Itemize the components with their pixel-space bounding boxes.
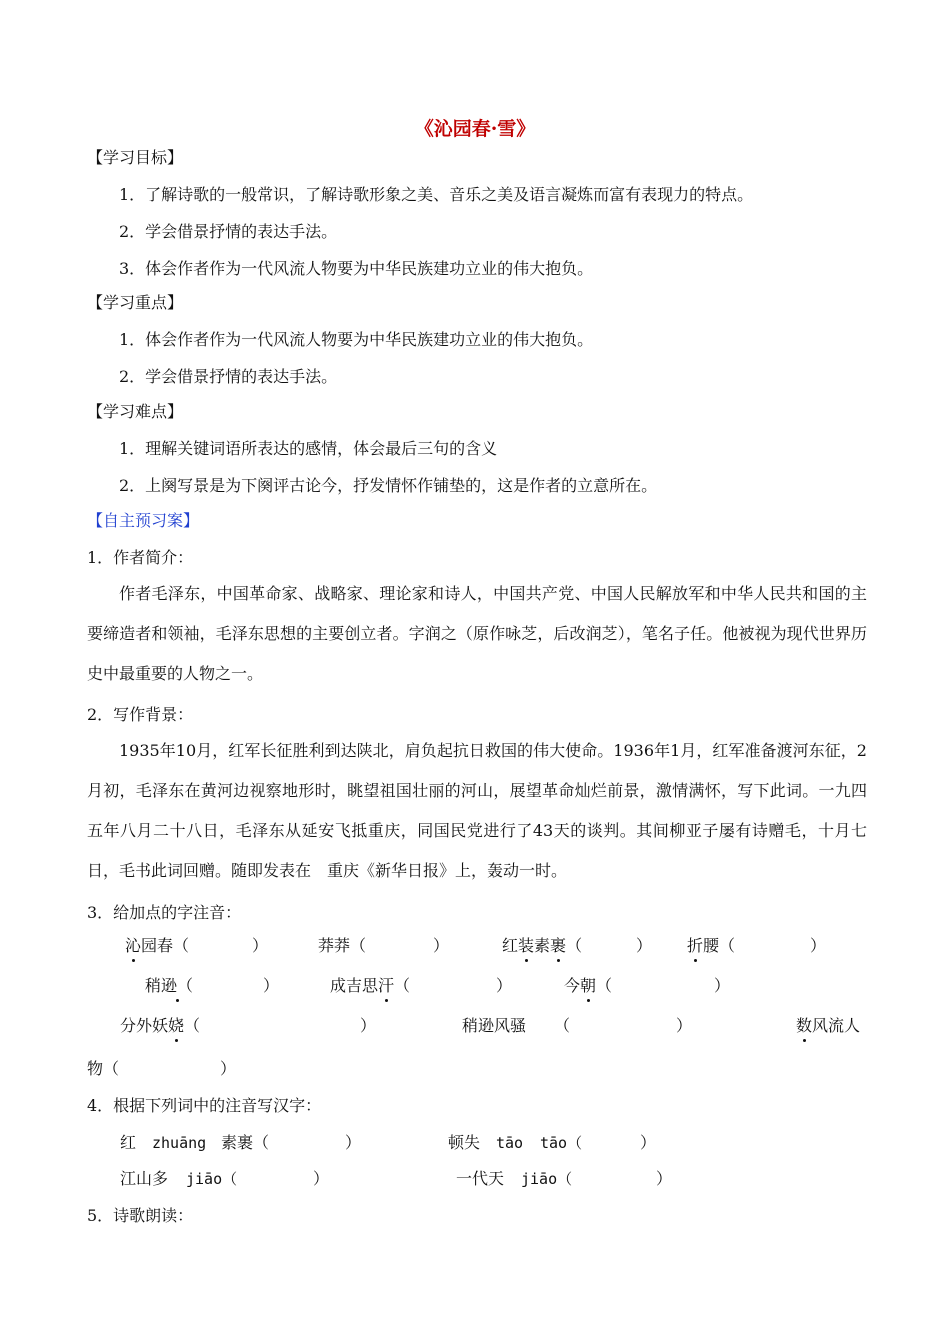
pinyin-text: jiāo（ — [521, 1170, 573, 1188]
pinyin-text: tāo — [496, 1134, 524, 1152]
answer-blank-close: ） — [433, 936, 450, 955]
answer-blank-close: ） — [252, 936, 269, 955]
hanzi-item: 顿失 — [448, 1133, 481, 1152]
dotted-char: 折 — [687, 936, 704, 955]
answer-blank-close: ） — [656, 1169, 673, 1188]
difficulties-heading: 【学习难点】 — [87, 402, 184, 421]
dotted-char: 汗 — [378, 976, 395, 995]
answer-blank-close: ） — [810, 936, 827, 955]
answer-blank-close: ） — [313, 1169, 330, 1188]
author-paragraph: 作者毛泽东，中国革命家、战略家、理论家和诗人，中国共产党、中国人民解放军和中华人民共和国的主要缔造者和领袖，毛泽东思想的主要创立者。字润之（原作咏芝，后改润芝），笔名子任。他被视为现代世界历史中最重要的人物之一。 — [87, 584, 867, 683]
answer-blank-close: ） — [360, 1016, 377, 1035]
key-points-heading: 【学习重点】 — [87, 293, 184, 312]
dotted-char: 装 — [518, 936, 535, 955]
pinyin-text: zhuāng — [152, 1134, 207, 1152]
answer-blank-close: ） — [345, 1133, 362, 1152]
pinyin-item: 成吉思汗（ — [330, 976, 411, 995]
difficulty-item: 2．上阕写景是为下阕评古论今，抒发情怀作铺垫的，这是作者的立意所在。 — [119, 476, 658, 495]
pinyin-heading: 3．给加点的字注音： — [87, 903, 242, 922]
background-heading: 2．写作背景： — [87, 705, 194, 724]
goals-heading: 【学习目标】 — [87, 148, 184, 167]
pinyin-item: 物（ — [87, 1059, 120, 1078]
preview-heading: 【自主预习案】 — [87, 511, 200, 530]
answer-blank-close: ） — [676, 1016, 693, 1035]
hanzi-item: 一代天 — [456, 1169, 505, 1188]
dotted-char: 数 — [796, 1016, 813, 1035]
pinyin-item: 折腰（ — [687, 936, 736, 955]
background-paragraph: 1935年10月，红军长征胜利到达陕北，肩负起抗日救国的伟大使命。1936年1月，红军准备渡河东征，2月初，毛泽东在黄河边视察地形时，眺望祖国壮丽的河山，展望革命灿烂前景，激情满怀，写下此词。一九四五年八月二十八日，毛泽东从延安飞抵重庆，同国民党进行了43天的谈判。其间柳亚子屡有诗赠毛，十月七日，毛书此词回赠。随即发表在 重庆《新华日报》上，轰动一时。 — [87, 741, 867, 880]
key-point-item: 2．学会借景抒情的表达手法。 — [119, 367, 338, 386]
answer-blank-close: ） — [714, 976, 731, 995]
pinyin-text: jiāo（ — [186, 1170, 238, 1188]
answer-blank-open: （ — [554, 1016, 571, 1035]
pinyin-item: 分外妖娆（ — [120, 1016, 201, 1035]
key-point-item: 1．体会作者作为一代风流人物要为中华民族建功立业的伟大抱负。 — [119, 330, 594, 349]
goal-item: 2．学会借景抒情的表达手法。 — [119, 222, 338, 241]
pinyin-item: 稍逊（ — [145, 976, 194, 995]
dotted-char: 裹 — [550, 936, 567, 955]
hanzi-item: 江山多 — [120, 1169, 169, 1188]
pinyin-item: 稍逊风骚 — [462, 1016, 527, 1035]
answer-blank-close: ） — [220, 1059, 237, 1078]
pinyin-text: tāo（ — [540, 1134, 583, 1152]
dotted-char: 娆 — [168, 1016, 185, 1035]
hanzi-item: 素裹（ — [221, 1133, 270, 1152]
dotted-char: 朝 — [580, 976, 597, 995]
answer-blank-close: ） — [640, 1133, 657, 1152]
goal-item: 3．体会作者作为一代风流人物要为中华民族建功立业的伟大抱负。 — [119, 259, 594, 278]
pinyin-item: 莽莽（ — [318, 936, 367, 955]
pinyin-item: 今朝（ — [564, 976, 613, 995]
pinyin-item: 沁园春（ — [125, 936, 190, 955]
dotted-char: 逊（ — [161, 976, 194, 995]
answer-blank-close: ） — [263, 976, 280, 995]
pinyin-item: 红装素裹（ — [502, 936, 583, 955]
hanzi-item: 红 — [120, 1133, 137, 1152]
page-title: 《沁园春·雪》 — [414, 118, 536, 140]
author-heading: 1．作者简介： — [87, 548, 194, 567]
write-chars-heading: 4．根据下列词中的注音写汉字： — [87, 1096, 322, 1115]
dotted-char: 沁 — [125, 936, 142, 955]
goal-item: 1．了解诗歌的一般常识，了解诗歌形象之美、音乐之美及语言凝炼而富有表现力的特点。 — [119, 185, 754, 204]
pinyin-item: 数风流人 — [796, 1016, 861, 1035]
answer-blank-close: ） — [636, 936, 653, 955]
reading-heading: 5．诗歌朗读： — [87, 1206, 194, 1225]
difficulty-item: 1．理解关键词语所表达的感情，体会最后三句的含义 — [119, 439, 498, 458]
answer-blank-close: ） — [496, 976, 513, 995]
